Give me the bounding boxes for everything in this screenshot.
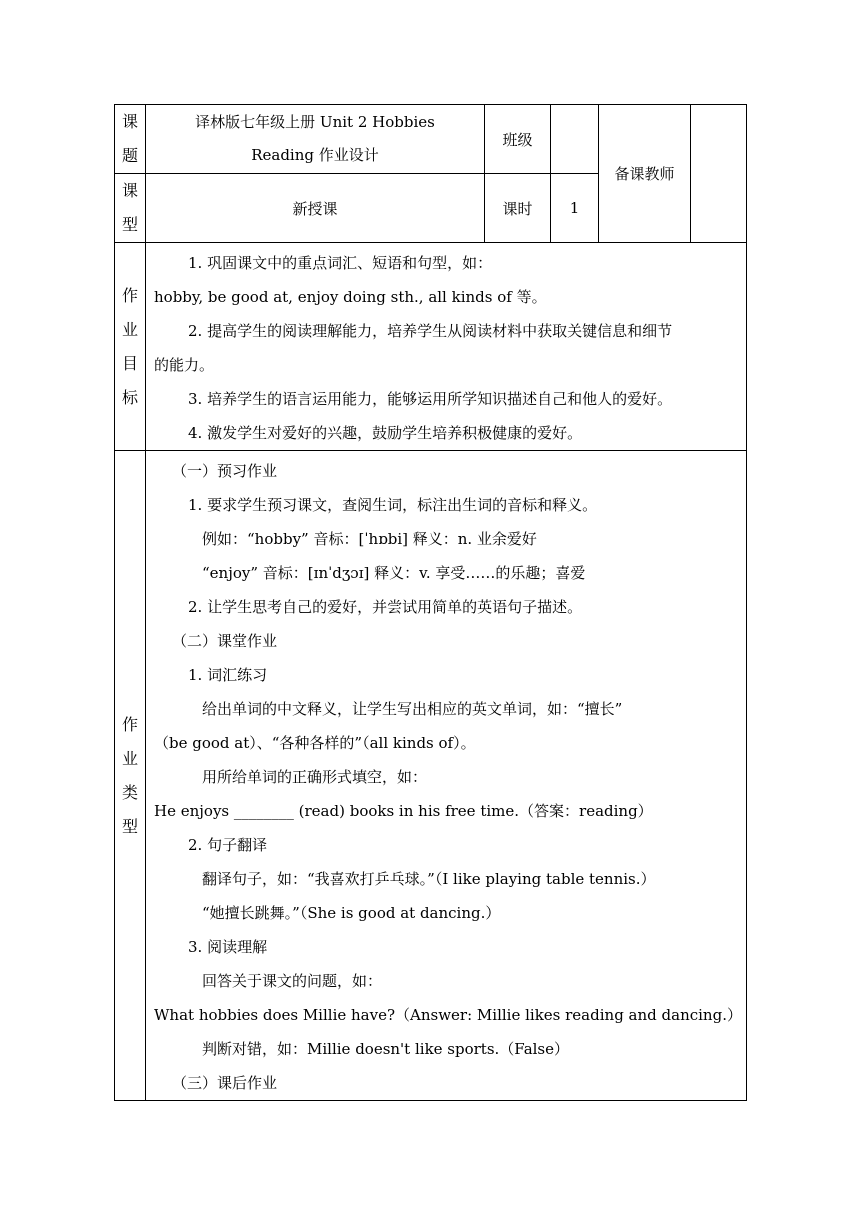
type-line: 判断对错，如：Millie doesn't like sports.（False） xyxy=(202,1040,570,1058)
goals-content xyxy=(146,243,747,451)
topic-value xyxy=(146,105,485,174)
type-line: 2. 让学生思考自己的爱好，并尝试用简单的英语句子描述。 xyxy=(188,598,583,616)
goal-line: 1. 巩固课文中的重点词汇、短语和句型，如： xyxy=(188,254,493,272)
class-value-cell[interactable] xyxy=(551,105,599,174)
label-char: 作 xyxy=(121,714,138,734)
types-label xyxy=(115,451,146,1101)
section-heading: （一）预习作业 xyxy=(172,462,278,480)
type-line: “enjoy” 音标：[ɪnˈdʒɔɪ] 释义：v. 享受……的乐趣；喜爱 xyxy=(202,564,586,582)
type-line: 例如：“hobby” 音标：[ˈhɒbi] 释义：n. 业余爱好 xyxy=(202,530,537,548)
teacher-label: 备课教师 xyxy=(599,105,691,243)
label-char: 题 xyxy=(121,146,138,165)
homework-design-table xyxy=(114,104,747,1101)
class-label: 班级 xyxy=(485,105,551,174)
type-line: 3. 阅读理解 xyxy=(188,938,268,956)
label-char: 作 xyxy=(121,285,138,305)
type-line: 给出单词的中文释义，让学生写出相应的英文单词，如：“擅长” xyxy=(202,700,623,718)
label-char: 型 xyxy=(121,215,138,234)
label-char: 标 xyxy=(121,387,138,407)
type-line: 翻译句子，如：“我喜欢打乒乓球。”（I like playing table tennis.） xyxy=(202,870,656,888)
topic-row xyxy=(115,105,747,174)
type-line: 2. 句子翻译 xyxy=(188,836,268,854)
type-value: 新授课 xyxy=(146,174,485,243)
goal-line: 3. 培养学生的语言运用能力，能够运用所学知识描述自己和他人的爱好。 xyxy=(188,390,673,408)
topic-label xyxy=(115,105,146,174)
goals-row xyxy=(115,243,747,451)
label-char: 类 xyxy=(121,782,138,802)
label-char: 业 xyxy=(121,319,138,339)
topic-value-line-2: Reading 作业设计 xyxy=(251,146,379,164)
types-content xyxy=(146,451,747,1101)
topic-value-line-1: 译林版七年级上册 Unit 2 Hobbies xyxy=(195,113,435,131)
goals-label xyxy=(115,243,146,451)
type-line: 1. 要求学生预习课文，查阅生词，标注出生词的音标和释义。 xyxy=(188,496,598,514)
types-row xyxy=(115,451,747,1101)
type-line: 用所给单词的正确形式填空，如： xyxy=(202,768,428,786)
goal-line: 的能力。 xyxy=(154,356,215,374)
label-char: 课 xyxy=(121,181,138,200)
label-char: 业 xyxy=(121,748,138,768)
type-line: 1. 词汇练习 xyxy=(188,666,268,684)
label-char: 课 xyxy=(121,112,138,131)
type-label xyxy=(115,174,146,243)
period-value: 1 xyxy=(551,174,599,243)
type-line: 回答关于课文的问题，如： xyxy=(202,972,383,990)
label-char: 目 xyxy=(121,353,138,373)
type-line: He enjoys ________ (read) books in his free time.（答案：reading） xyxy=(154,802,653,820)
type-line: “她擅长跳舞。”（She is good at dancing.） xyxy=(202,904,501,922)
period-label: 课时 xyxy=(485,174,551,243)
section-heading: （二）课堂作业 xyxy=(172,632,278,650)
section-heading: （三）课后作业 xyxy=(172,1074,278,1092)
type-line: What hobbies does Millie have?（Answer: Millie likes reading and dancing.） xyxy=(154,1006,742,1024)
label-char: 型 xyxy=(121,816,138,836)
teacher-value-cell[interactable] xyxy=(691,105,747,243)
goal-line: hobby, be good at, enjoy doing sth., all kinds of 等。 xyxy=(154,288,547,306)
type-line: （be good at）、“各种各样的”（all kinds of）。 xyxy=(154,734,476,752)
goal-line: 4. 激发学生对爱好的兴趣，鼓励学生培养积极健康的爱好。 xyxy=(188,424,583,442)
goal-line: 2. 提高学生的阅读理解能力，培养学生从阅读材料中获取关键信息和细节 xyxy=(188,322,673,340)
